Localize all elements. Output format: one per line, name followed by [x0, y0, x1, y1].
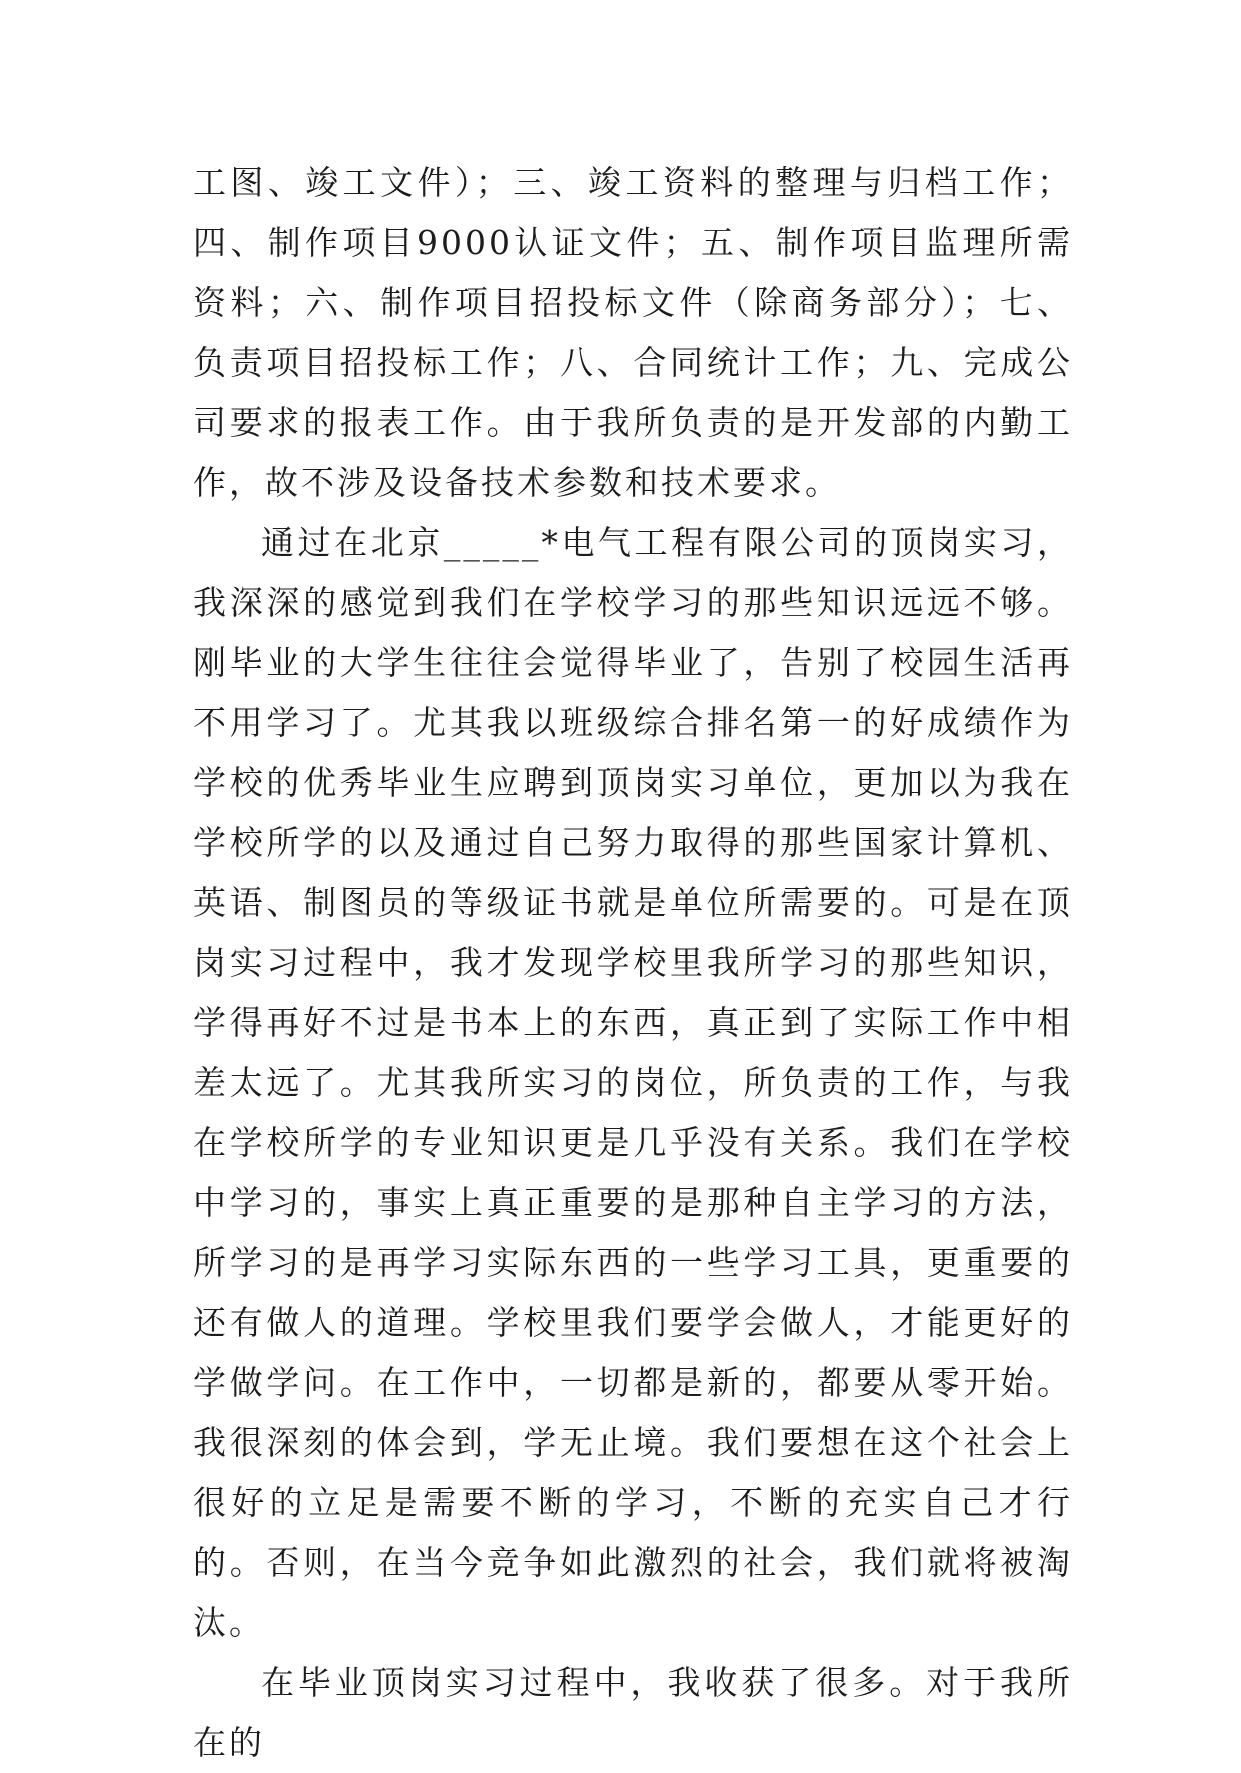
body-text: [193, 153, 1073, 1773]
paragraph-reflection: 通过在北京_____*电气工程有限公司的顶岗实习，我深深的感觉到我们在学校学习的那些知识远远不够。刚毕业的大学生往往会觉得毕业了，告别了校园生活再不用学习了。尤其我以班级综合排名第一的好成绩作为学校的优秀毕业生应聘到顶岗实习单位，更加以为我在学校所学的以及通过自己努力取得的那些国家计算机、英语、制图员的等级证书就是单位所需要的。可是在顶岗实习过程中，我才发现学校里我所学习的那些知识，学得再好不过是书本上的东西，真正到了实际工作中相差太远了。尤其我所实习的岗位，所负责的工作，与我在学校所学的专业知识更是几乎没有关系。我们在学校中学习的，事实上真正重要的是那种自主学习的方法，所学习的是再学习实际东西的一些学习工具，更重要的还有做人的道理。学校里我们要学会做人，才能更好的学做学问。在工作中，一切都是新的，都要从零开始。我很深刻的体会到，学无止境。我们要想在这个社会上很好的立足是需要不断的学习，不断的充实自己才行的。否则，在当今竞争如此激烈的社会，我们就将被淘汰。: [193, 523, 1073, 1642]
paragraph-duties: 工图、竣工文件）；三、竣工资料的整理与归档工作；四、制作项目9000认证文件；五、制作项目监理所需资料；六、制作项目招投标文件（除商务部分）；七、负责项目招投标工作；八、合同统计工作；九、完成公司要求的报表工作。由于我所负责的是开发部的内勤工作，故不涉及设备技术参数和技术要求。: [193, 163, 1073, 502]
paragraph-gains: 在毕业顶岗实习过程中，我收获了很多。对于我所在的: [193, 1663, 1073, 1762]
